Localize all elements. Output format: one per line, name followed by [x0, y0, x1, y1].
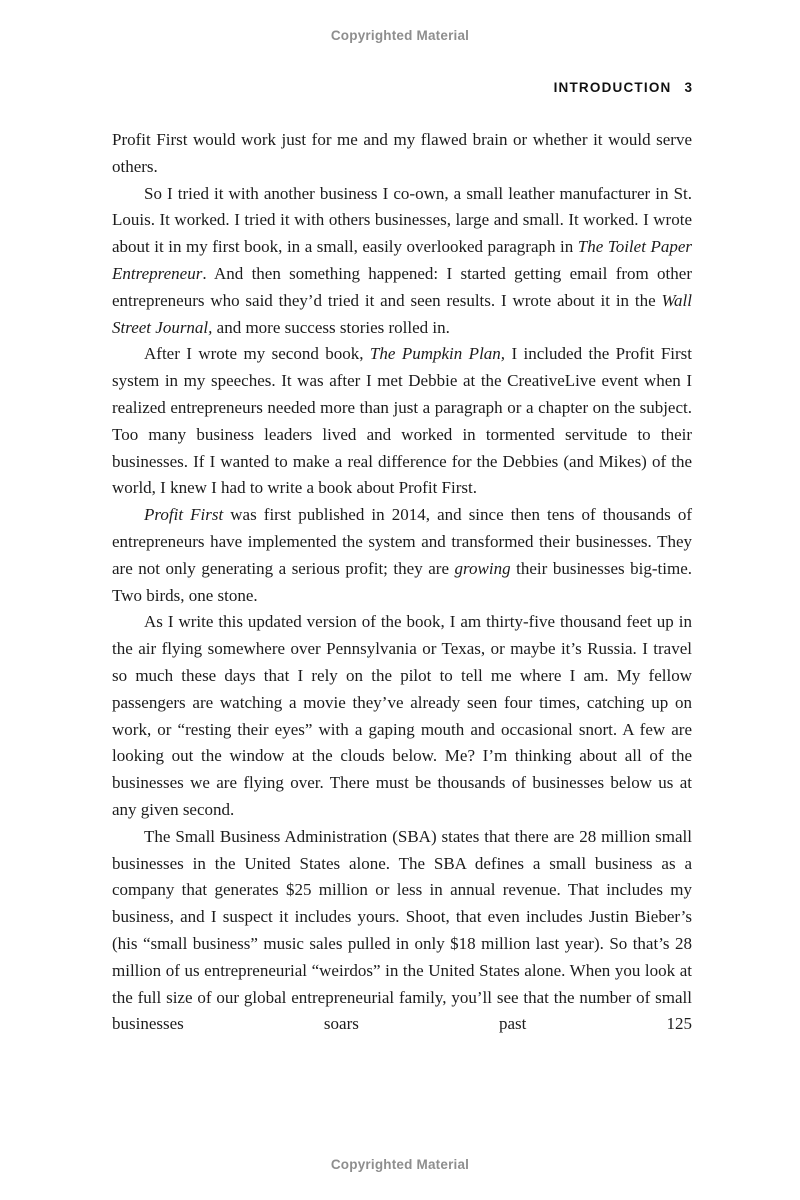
text-run: Profit First would work just for me and my flawed brain or whether it would serve others. [112, 130, 692, 176]
text-run-italic: The Pumpkin Plan, [369, 344, 506, 364]
text-run: I included the Profit First system in my speeches. It was after I met Debbie at the CreativeLive event when I realized entrepreneurs needed more than just a paragraph or a chapter on the subject. Too many business leaders lived and worked in tormented servitude to their businesses. If I wanted to make a real difference for the Debbies (and Mikes) of the world, I knew I had to write a book about Profit First. [112, 344, 692, 498]
text-run: and more success stories rolled in. [212, 317, 450, 337]
body-paragraph [112, 609, 692, 823]
text-run: After I wrote my second book, [144, 344, 370, 364]
text-run-italic: growing [454, 558, 511, 578]
running-header [554, 80, 692, 95]
body-paragraph [112, 341, 692, 502]
body-text [112, 127, 692, 1038]
page-number: 3 [684, 80, 692, 95]
body-paragraph [112, 502, 692, 609]
chapter-title: INTRODUCTION [553, 80, 672, 95]
copyright-notice-bottom: Copyrighted Material [330, 1157, 470, 1172]
text-run: As I write this updated version of the book, I am thirty-five thousand feet up in the air flying somewhere over Pennsylvania or Texas, or maybe it’s Russia. I travel so much these days that I rely on the pilot to tell me where I am. My fellow passengers are watching a movie they’ve already seen four times, catching up on work, or “resting their eyes” with a gaping mouth and occasional snort. A few are looking out the window at the clouds below. Me? I’m thinking about all of the businesses we are flying over. There must be thousands of businesses below us at any given second. [112, 612, 692, 819]
body-paragraph [112, 824, 692, 1038]
text-run-italic: Profit First [144, 505, 224, 525]
text-run: The Small Business Administration (SBA) states that there are 28 million small businesses in the United States alone. The SBA defines a small business as a company that generates $25 million or less in annual revenue. That includes my business, and I suspect it includes yours. Shoot, that even includes Justin Bieber’s (his “small business” music sales pulled in only $18 million last year). So that’s 28 million of us entrepreneurial “weirdos” in the United States alone. When you look at the full size of our global entrepreneurial family, you’ll see that the number of small businesses soars past 125 [112, 826, 692, 1034]
text-run: their businesses big-time. Two birds, one stone. [112, 558, 692, 605]
text-run: So I tried it with another business I co-own, a small leather manufacturer in St. Louis. It worked. I tried it with others businesses, large and small. It worked. I wrote about it in my first book, in a small, easily overlooked paragraph in [112, 183, 692, 257]
body-paragraph [112, 181, 692, 342]
text-run: . And then something happened: I started getting email from other entrepreneurs who said they’d tried it and seen results. I wrote about it in the [112, 263, 692, 310]
copyright-notice-top: Copyrighted Material [330, 28, 470, 43]
body-paragraph [112, 127, 692, 181]
text-run-italic: Wall Street Journal, [112, 290, 692, 337]
text-run: was first published in 2014, and since then tens of thousands of entrepreneurs have implemented the system and transformed their businesses. They are not only generating a serious profit; they are [112, 505, 692, 578]
text-run-italic: The Toilet Paper Entrepreneur [112, 237, 692, 283]
